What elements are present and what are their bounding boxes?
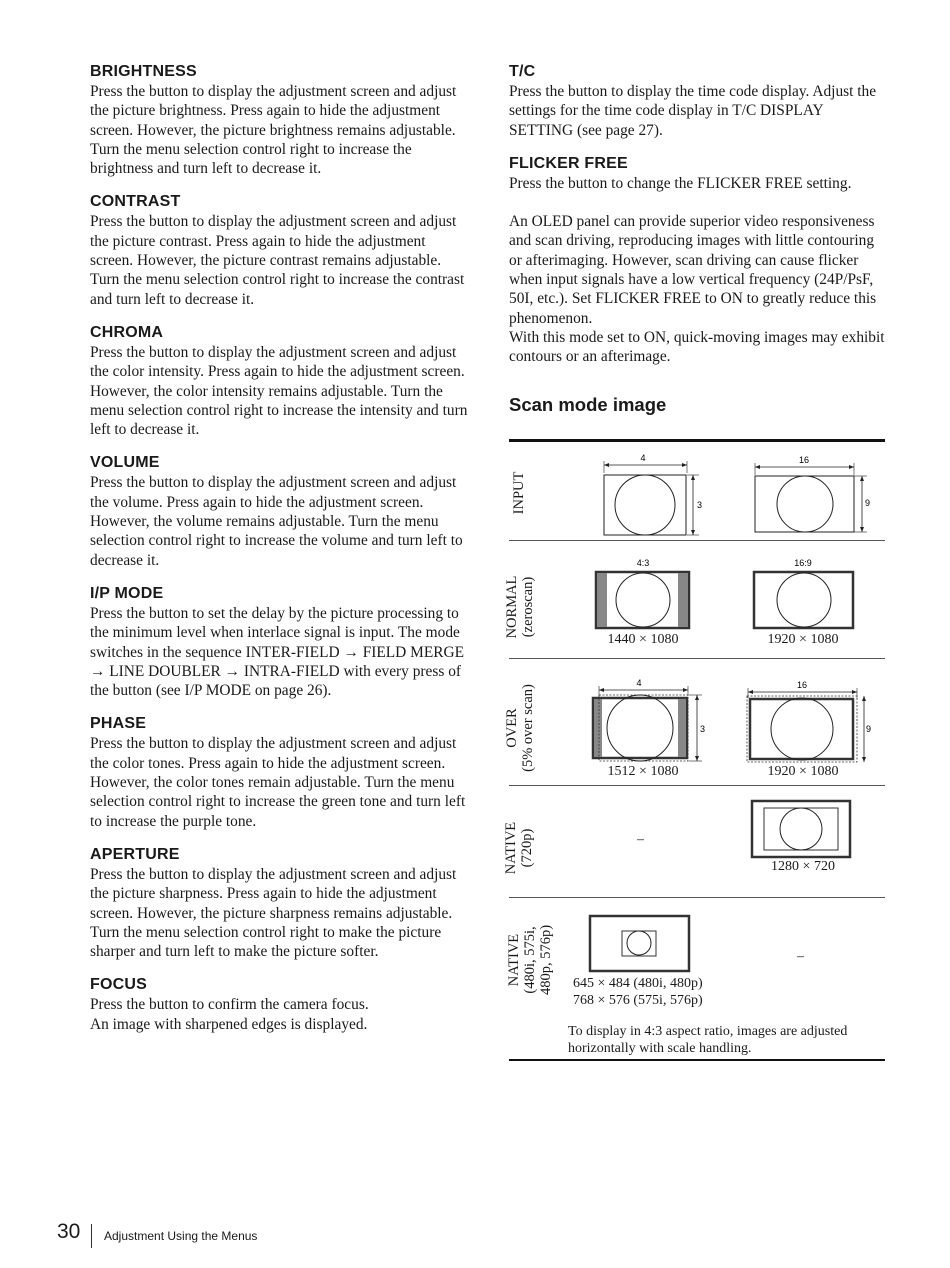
right-column bbox=[509, 62, 887, 381]
input-diagrams bbox=[509, 439, 885, 540]
section-body-chroma: Press the button to display the adjustment screen and adjust the color intensity. Press again to hide the adjustment screen. However, the color intensity remains adjustable. Turn the menu selection control right to increase the intensity and turn left to decrease it. bbox=[90, 343, 468, 439]
dim-label-9: 9 bbox=[866, 724, 872, 734]
section-body-tc: Press the button to display the time code display. Adjust the settings for the time code display in T/C DISPLAY SETTING (see page 27). bbox=[509, 83, 877, 139]
section-body-flicker-note: With this mode set to ON, quick-moving images may exhibit contours or an afterimage. bbox=[509, 328, 885, 366]
section-heading-contrast: CONTRAST bbox=[90, 193, 181, 211]
normal-res-right: 1920 × 1080 bbox=[767, 632, 839, 647]
section-heading-tc: T/C bbox=[509, 63, 536, 80]
section-heading-chroma: CHROMA bbox=[90, 323, 164, 341]
ratio-label-4-3: 4:3 bbox=[636, 558, 650, 568]
footer-section-title: Adjustment Using the Menus bbox=[104, 1229, 258, 1243]
section-heading-ip-mode: I/P MODE bbox=[90, 584, 164, 602]
section-body-volume: Press the button to display the adjustment screen and adjust the volume. Press again to hide the adjustment screen. However, the volume remains adjustable. Turn the menu selection control right to increase the volume and turn left to decrease it. bbox=[90, 474, 463, 569]
footer-divider bbox=[91, 1224, 92, 1248]
native-720-res: 1280 × 720 bbox=[771, 859, 835, 874]
section-body-aperture: Press the button to display the adjustment screen and adjust the picture sharpness. Press again to hide the adjustment screen. However, the picture sharpness remains adjustable. Turn the menu selection control right to make the picture sharper and turn left to make the picture softer. bbox=[90, 865, 457, 961]
native-480-diagram bbox=[509, 897, 885, 977]
ratio-label-16-9: 16:9 bbox=[794, 558, 812, 568]
scan-note: To display in 4:3 aspect ratio, images are adjusted horizontally with scale handling. bbox=[568, 1024, 848, 1056]
native-720-diagram bbox=[509, 785, 885, 897]
section-heading-volume: VOLUME bbox=[90, 454, 160, 472]
section-heading-brightness: BRIGHTNESS bbox=[90, 63, 197, 80]
over-res-left: 1512 × 1080 bbox=[607, 764, 679, 779]
native-480-res: 645 × 484 (480i, 480p) 768 × 576 (575i, 576p) bbox=[573, 976, 703, 1008]
dim-label-9: 9 bbox=[865, 498, 871, 508]
section-body-focus: Press the button to confirm the camera focus. bbox=[90, 996, 369, 1014]
section-body-flicker-oled: An OLED panel can provide superior video responsiveness and scan driving, reproducing images with little contouring or afterimaging. However, scan driving can cause flicker when input signals have a low vertical frequency (24P/PsF, 50I, etc.). Set FLICKER FREE to ON to greatly reduce this phenomenon. bbox=[509, 213, 877, 327]
left-column bbox=[90, 62, 468, 1048]
over-4x3-diagram bbox=[593, 678, 705, 761]
section-body-phase: Press the button to display the adjustment screen and adjust the color tones. Press again to hide the adjustment screen. However, the color tones remain adjustable. Turn the menu selection control right to increase the green tone and turn left to increase the purple tone. bbox=[90, 735, 466, 830]
dim-label-4: 4 bbox=[640, 453, 646, 463]
dim-label-16: 16 bbox=[798, 455, 810, 465]
input-4x3-diagram bbox=[604, 453, 702, 535]
section-heading-aperture: APERTURE bbox=[90, 845, 180, 863]
dim-label-4: 4 bbox=[636, 678, 642, 688]
scan-mode-table bbox=[503, 439, 885, 1061]
normal-4x3-diagram bbox=[596, 572, 689, 628]
normal-16x9-diagram bbox=[754, 572, 853, 628]
dim-label-16: 16 bbox=[796, 680, 808, 690]
row-label-native-720: NATIVE (720p) bbox=[503, 821, 535, 875]
section-body-flicker-free: Press the button to change the FLICKER FREE setting. bbox=[509, 174, 852, 192]
row-label-over: OVER (5% over scan) bbox=[504, 684, 536, 772]
section-heading-focus: FOCUS bbox=[90, 976, 147, 994]
over-16x9-diagram bbox=[747, 680, 871, 762]
section-heading-phase: PHASE bbox=[90, 715, 147, 733]
table-bottom-rule bbox=[509, 1059, 885, 1061]
section-body-focus-2: An image with sharpened edges is displayed. bbox=[90, 1015, 368, 1033]
input-16x9-diagram bbox=[755, 455, 870, 532]
section-body-brightness: Press the button to display the adjustment screen and adjust the picture brightness. Press again to hide the adjustment screen. However, the picture brightness remains adjustable. Turn the menu selection control right to increase the brightness and turn left to decrease it. bbox=[90, 83, 457, 178]
row-label-normal: NORMAL (zeroscan) bbox=[504, 575, 536, 639]
native-720-left-dash: – bbox=[637, 832, 644, 847]
scan-mode-title: Scan mode image bbox=[509, 394, 667, 415]
section-heading-flicker-free: FLICKER FREE bbox=[509, 154, 628, 172]
row-label-native-480: NATIVE (480i, 575i, 480p, 576p) bbox=[506, 924, 554, 996]
dim-label-3: 3 bbox=[697, 500, 703, 510]
dim-label-3: 3 bbox=[700, 724, 706, 734]
section-body-ip-mode: Press the button to set the delay by the picture processing to the minimum level when interlace signal is input. The mode switches in the sequence INTER-FIELD → FIELD MERGE → LINE DOUBLER → INTRA-FIELD with every press of the button (see I/P MODE on page 26). bbox=[90, 604, 465, 700]
row-label-input: INPUT bbox=[511, 471, 527, 515]
page-number: 30 bbox=[57, 1220, 81, 1243]
normal-res-left: 1440 × 1080 bbox=[607, 632, 679, 647]
section-body-contrast: Press the button to display the adjustment screen and adjust the picture contrast. Press again to hide the adjustment screen. However, the picture contrast remains adjustable. Turn the menu selection control right to increase the contrast and turn left to decrease it. bbox=[90, 213, 465, 308]
over-res-right: 1920 × 1080 bbox=[767, 764, 839, 779]
native-480-right-dash: – bbox=[797, 949, 804, 964]
